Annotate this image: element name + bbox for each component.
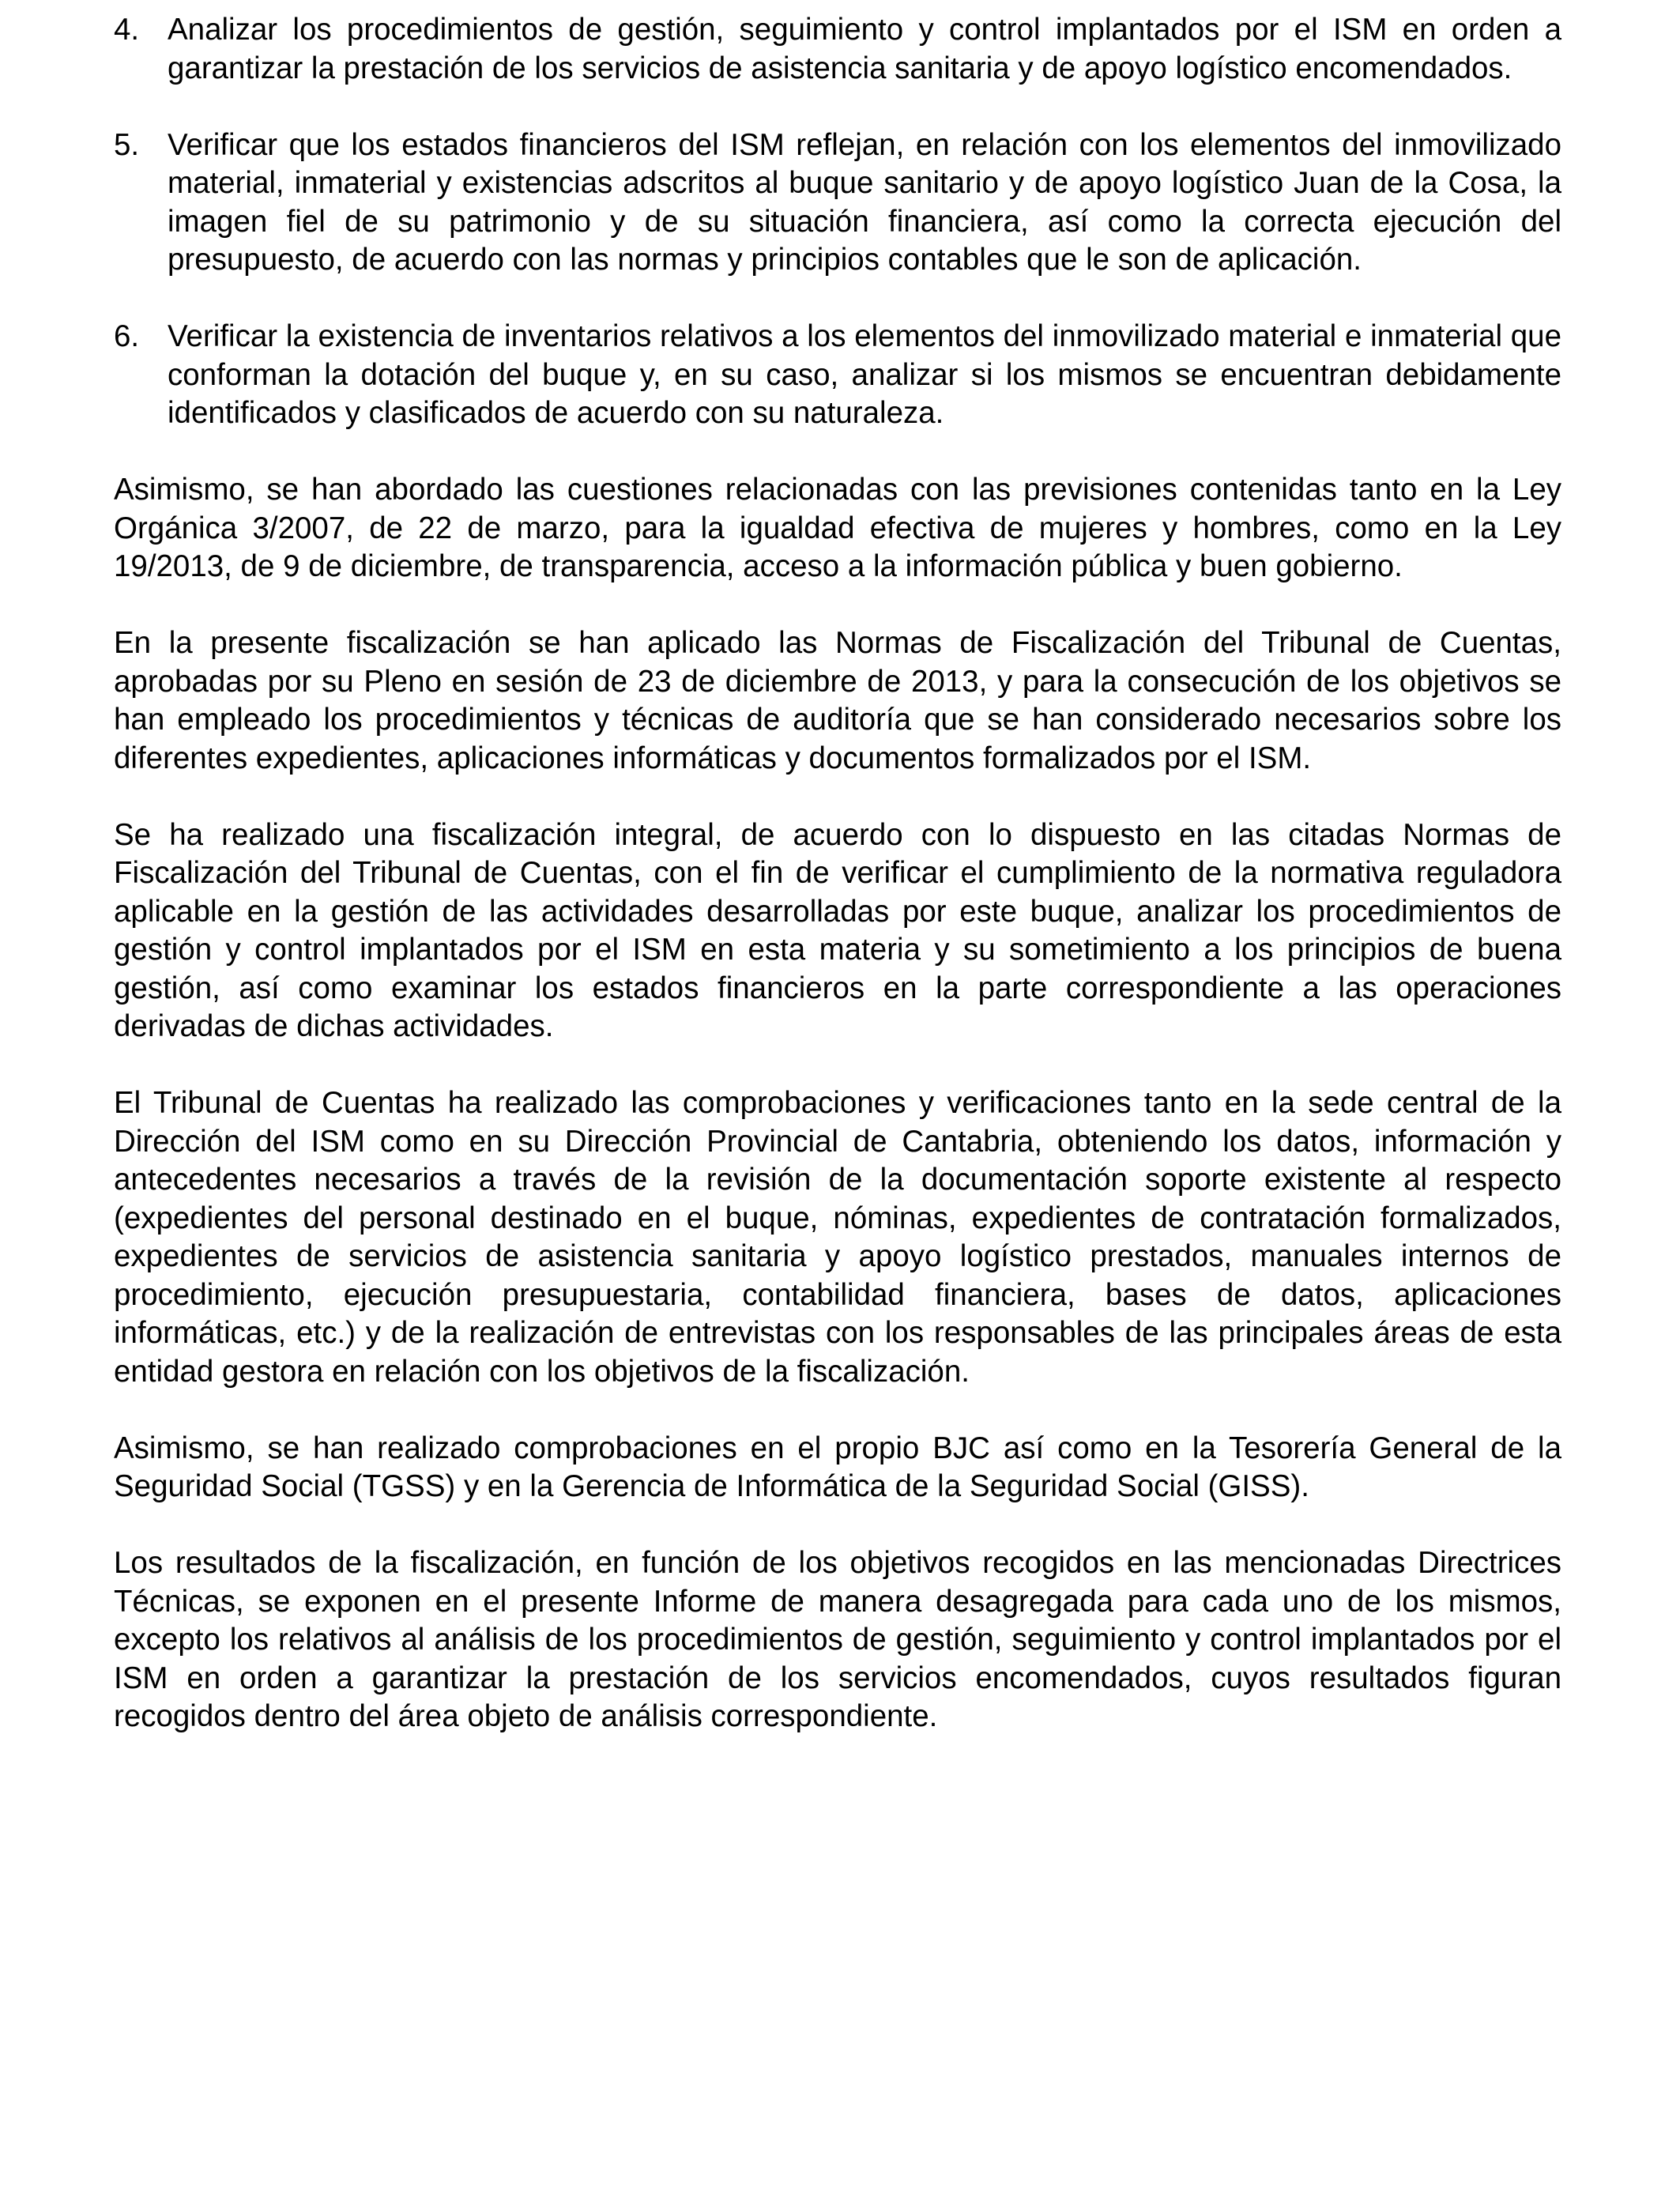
list-item-text: Verificar que los estados financieros del ISM reflejan, en relación con los elementos del inmovilizado material, inmaterial y existencias adscritos al buque sanitario y de apoyo logístico Juan de la Cosa, la imagen fiel de su patrimonio y de su situación financiera, así como la correcta ejecución del presupuesto, de acuerdo con las normas y principios contables que le son de aplicación. xyxy=(168,127,1561,277)
paragraph-verifications: El Tribunal de Cuentas ha realizado las comprobaciones y verificaciones tanto en la sede central de la Dirección del ISM como en su Dirección Provincial de Cantabria, obteniendo los datos, información y antecedentes necesarios a través de la revisión de la documentación soporte existente al respecto (expedientes del personal destinado en el buque, nóminas, expedientes de contratación formalizados, expedientes de servicios de asistencia sanitaria y apoyo logístico prestados, manuales internos de procedimiento, ejecución presupuestaria, contabilidad financiera, bases de datos, aplicaciones informáticas, etc.) y de la realización de entrevistas con los responsables de las principales áreas de esta entidad gestora en relación con los objetivos de la fiscalización. xyxy=(114,1086,1561,1389)
list-item xyxy=(114,318,1561,433)
list-item xyxy=(114,126,1561,280)
list-item-number: 5. xyxy=(114,127,140,162)
list-item xyxy=(114,11,1561,88)
paragraph-integral-audit: Se ha realizado una fiscalización integral, de acuerdo con lo dispuesto en las citadas Normas de Fiscalización del Tribunal de Cuentas, con el fin de verificar el cumplimiento de la normativa reguladora aplicable en la gestión de las actividades desarrolladas por este buque, analizar los procedimientos de gestión y control implantados por el ISM en esta materia y su sometimiento a los principios de buena gestión, así como examinar los estados financieros en la parte correspondiente a las operaciones derivadas de dichas actividades. xyxy=(114,817,1561,1043)
paragraph-audit-standards: En la presente fiscalización se han aplicado las Normas de Fiscalización del Tribunal de Cuentas, aprobadas por su Pleno en sesión de 23 de diciembre de 2013, y para la consecución de los objetivos se han empleado los procedimientos y técnicas de auditoría que se han considerado necesarios sobre los diferentes expedientes, aplicaciones informáticas y documentos formalizados por el ISM. xyxy=(114,626,1561,775)
paragraph-additional-checks: Asimismo, se han realizado comprobaciones en el propio BJC así como en la Tesorería General de la Seguridad Social (TGSS) y en la Gerencia de Informática de la Seguridad Social (GISS). xyxy=(114,1431,1561,1503)
document-page xyxy=(114,11,1561,1736)
objectives-list xyxy=(114,11,1561,433)
list-item-text: Analizar los procedimientos de gestión, seguimiento y control implantados por el ISM en orden a garantizar la prestación de los servicios de asistencia sanitaria y de apoyo logístico encomendados. xyxy=(168,13,1561,85)
list-item-text: Verificar la existencia de inventarios relativos a los elementos del inmovilizado material e inmaterial que conforman la dotación del buque y, en su caso, analizar si los mismos se encuentran debidamente identificados y clasificados de acuerdo con su naturaleza. xyxy=(168,319,1561,430)
paragraph-results: Los resultados de la fiscalización, en función de los objetivos recogidos en las mencionadas Directrices Técnicas, se exponen en el presente Informe de manera desagregada para cada uno de los mismos, excepto los relativos al análisis de los procedimientos de gestión, seguimiento y control implantados por el ISM en orden a garantizar la prestación de los servicios encomendados, cuyos resultados figuran recogidos dentro del área objeto de análisis correspondiente. xyxy=(114,1546,1561,1733)
list-item-number: 4. xyxy=(114,13,140,47)
list-item-number: 6. xyxy=(114,319,140,353)
paragraph-legal-framework: Asimismo, se han abordado las cuestiones relacionadas con las previsiones contenidas tanto en la Ley Orgánica 3/2007, de 22 de marzo, para la igualdad efectiva de mujeres y hombres, como en la Ley 19/2013, de 9 de diciembre, de transparencia, acceso a la información pública y buen gobierno. xyxy=(114,473,1561,583)
